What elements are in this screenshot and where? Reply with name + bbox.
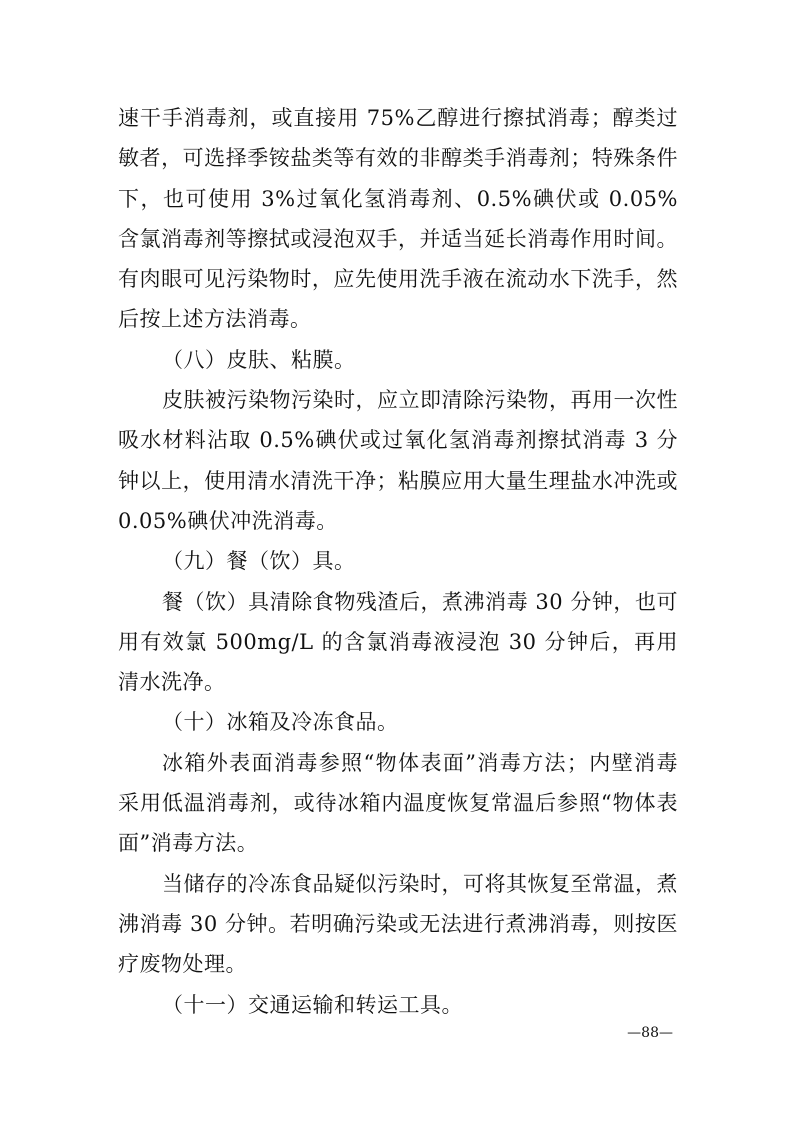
- page-number: —88—: [627, 1025, 673, 1041]
- paragraph-frozen-food: 当储存的冷冻食品疑似污染时，可将其恢复至常温，煮沸消毒 30 分钟。若明确污染或无法进行煮沸消毒，则按医疗废物处理。: [118, 871, 678, 977]
- section-heading-tableware: （九）餐（饮）具。: [162, 549, 356, 574]
- paragraph-skin-mucosa: 皮肤被污染物污染时，应立即清除污染物，再用一次性吸水材料沾取 0.5%碘伏或过氧化氢消毒剂擦拭消毒 3 分钟以上，使用清水清洗干净；粘膜应用大量生理盐水冲洗或 0.05%碘伏冲洗消毒。: [118, 388, 678, 533]
- paragraph-refrigerator: 冰箱外表面消毒参照“物体表面”消毒方法；内壁消毒采用低温消毒剂，或待冰箱内温度恢复常温后参照“物体表面”消毒方法。: [118, 750, 678, 856]
- page-content: [118, 98, 678, 1025]
- paragraph-hand-disinfection: 速干手消毒剂，或直接用 75%乙醇进行擦拭消毒；醇类过敏者，可选择季铵盐类等有效的非醇类手消毒剂；特殊条件下，也可使用 3%过氧化氢消毒剂、0.5%碘伏或 0.05%含氯消毒剂等擦拭或浸泡双手，并适当延长消毒作用时间。有肉眼可见污染物时，应先使用洗手液在流动水下洗手，然后按上述方法消毒。: [118, 106, 678, 332]
- section-heading-refrigerator: （十）冰箱及冷冻食品。: [162, 710, 399, 735]
- paragraph-tableware: 餐（饮）具清除食物残渣后，煮沸消毒 30 分钟，也可用有效氯 500mg/L 的含氯消毒液浸泡 30 分钟后，再用清水洗净。: [118, 589, 678, 695]
- section-heading-skin-mucosa: （八）皮肤、粘膜。: [162, 347, 356, 372]
- section-heading-transport: （十一）交通运输和转运工具。: [162, 992, 463, 1017]
